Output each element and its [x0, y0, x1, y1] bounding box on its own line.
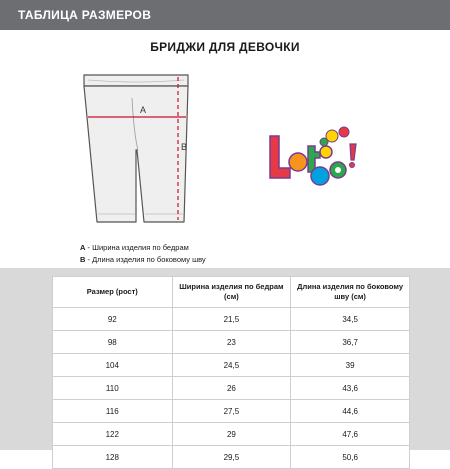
length-cell: 43,6 — [291, 377, 410, 400]
size-cell: 128 — [53, 446, 173, 469]
width-cell: 29 — [172, 423, 291, 446]
header-title: ТАБЛИЦА РАЗМЕРОВ — [18, 8, 152, 22]
width-cell: 27,5 — [172, 400, 291, 423]
legend-text-b: - Длина изделия по боковому шву — [85, 255, 206, 264]
size-cell: 116 — [53, 400, 173, 423]
width-cell: 26 — [172, 377, 291, 400]
size-cell: 122 — [53, 423, 173, 446]
header-length: Длина изделия по боковому шву (см) — [291, 277, 410, 308]
width-cell: 23 — [172, 331, 291, 354]
table-row — [53, 423, 410, 446]
legend-key-b: B — [80, 255, 86, 264]
length-cell: 36,7 — [291, 331, 410, 354]
table-row — [53, 308, 410, 331]
header-width: Ширина изделия по бедрам (см) — [172, 277, 291, 308]
width-cell: 29,5 — [172, 446, 291, 469]
page-title: БРИДЖИ ДЛЯ ДЕВОЧКИ — [150, 40, 300, 54]
table-header-row — [53, 277, 410, 308]
legend — [80, 242, 206, 266]
table-row — [53, 331, 410, 354]
size-cell: 104 — [53, 354, 173, 377]
table-row — [53, 377, 410, 400]
legend-item-a — [80, 242, 206, 254]
length-cell: 44,6 — [291, 400, 410, 423]
width-cell: 24,5 — [172, 354, 291, 377]
width-cell: 21,5 — [172, 308, 291, 331]
brand-logo — [262, 122, 362, 194]
shorts-body — [84, 86, 188, 222]
length-cell: 39 — [291, 354, 410, 377]
length-cell: 34,5 — [291, 308, 410, 331]
table-row — [53, 400, 410, 423]
size-cell: 92 — [53, 308, 173, 331]
length-cell: 50,6 — [291, 446, 410, 469]
table-row — [53, 446, 410, 469]
legend-text-a: - Ширина изделия по бедрам — [85, 243, 189, 252]
header-size: Размер (рост) — [53, 277, 173, 308]
size-table — [52, 276, 410, 469]
table-row — [53, 354, 410, 377]
measure-label-a: A — [140, 105, 147, 115]
legend-key-a: A — [80, 243, 86, 252]
measure-label-b: B — [181, 142, 188, 152]
size-cell: 98 — [53, 331, 173, 354]
legend-item-b — [80, 254, 206, 266]
size-cell: 110 — [53, 377, 173, 400]
length-cell: 47,6 — [291, 423, 410, 446]
